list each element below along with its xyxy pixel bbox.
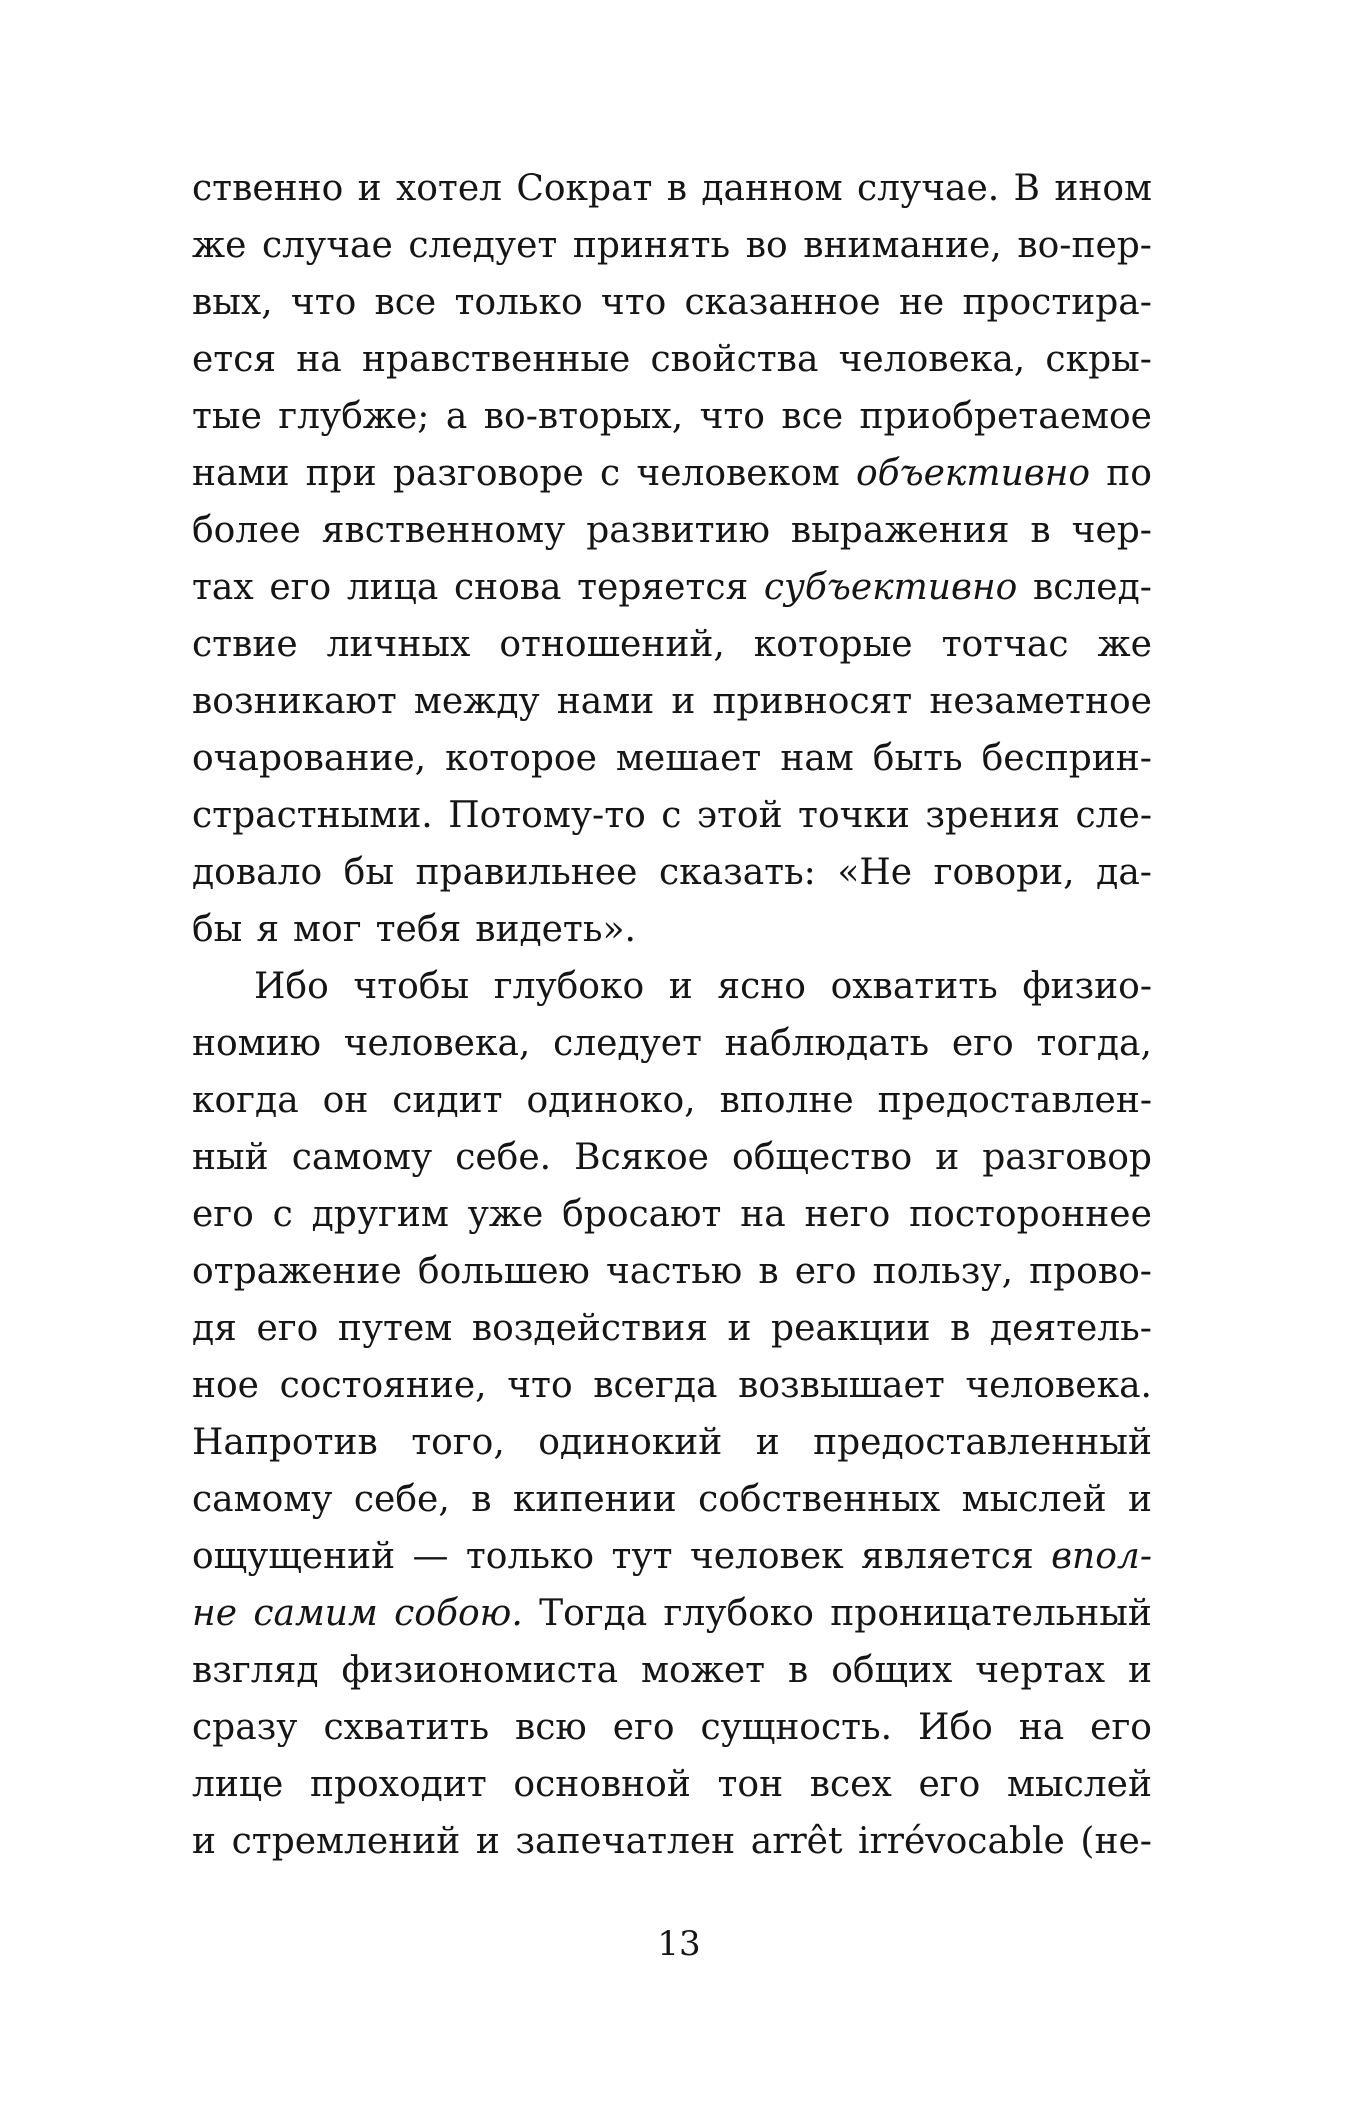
word: постороннее [909,1194,1152,1235]
word: физиономиста [341,1650,619,1691]
word: его [612,1707,675,1748]
word: предоставленный [813,1422,1152,1463]
word: отражение [192,1251,402,1292]
word: сле- [1075,795,1152,836]
text-line [192,673,1152,730]
text-line [192,217,1152,274]
word: вполне [719,1080,854,1121]
text-line [192,1072,1152,1129]
word: не [898,282,945,323]
word: вых, [192,282,273,323]
word: бы [192,909,243,950]
word: прово- [1029,1251,1152,1292]
word: во [745,225,788,266]
page-number: 13 [657,1924,701,1964]
word: возникают [192,681,397,722]
word: быть [872,738,963,779]
word: внимание, [803,225,1002,266]
word: привносят [712,681,913,722]
word: случае. [857,168,1000,209]
word: частью [605,1251,743,1292]
word: тебя [375,909,462,950]
word: ственно [192,168,344,209]
word: что [699,396,765,437]
word: в [758,1251,779,1292]
word: он [322,1080,369,1121]
word: я [256,909,280,950]
emphasized-word: объективно [855,453,1091,494]
word: когда [192,1080,299,1121]
word: нам [780,738,854,779]
word: на [740,1194,786,1235]
text-line [192,1300,1152,1357]
word: реакции [771,1308,931,1349]
word: бесприн- [981,738,1152,779]
word: сидит [392,1080,503,1121]
word: снова [453,567,562,608]
text-line [192,1813,1152,1870]
word: только [454,282,583,323]
word: Тогда [539,1593,648,1634]
text-line [192,1471,1152,1528]
word: Сократ [516,168,653,209]
word: глубоко [663,1593,814,1634]
word: лица [346,567,439,608]
word: всех [809,1764,892,1805]
word: по [1106,453,1152,494]
word: с [661,795,682,836]
word: говори, [933,852,1075,893]
word: личных [326,624,471,665]
word: же [192,225,247,266]
word: В [1013,168,1041,209]
word: себе, [353,1479,450,1520]
word: наблюдать [724,1023,930,1064]
text-line [192,1414,1152,1471]
word: сущность. [700,1707,893,1748]
word: же [1097,624,1152,665]
word: ется [192,339,277,380]
word: пользу, [872,1251,1014,1292]
word: глубже; [278,396,430,437]
text-line [192,1585,1152,1642]
word: сказать: [658,852,816,893]
word: скры- [1045,339,1152,380]
word: следует [408,225,558,266]
word: в [1030,510,1051,551]
word: взгляд [192,1650,319,1691]
word: ощущений [192,1536,396,1577]
word: простира- [962,282,1152,323]
word: физио- [1022,966,1152,1007]
word: что [290,282,357,323]
word: человеком [636,453,840,494]
word: принять [572,225,731,266]
word: разговор [982,1137,1152,1178]
word: большею [417,1251,590,1292]
text-line [192,445,1152,502]
word: в [666,168,688,209]
text-line [192,1243,1152,1300]
body-text [192,160,1152,1870]
word: arrêt [750,1821,843,1862]
word: его [192,1194,254,1235]
word: только [465,1536,595,1577]
word: и [668,966,693,1007]
word: общих [831,1650,953,1691]
text-line [192,1186,1152,1243]
text-line [192,1642,1152,1699]
word: является [861,1536,1034,1577]
text-line [192,901,1152,958]
word: нами [192,453,290,494]
word: бросают [562,1194,722,1235]
word: при [305,453,377,494]
word: и [475,1821,500,1862]
word: вслед- [1032,567,1152,608]
text-line [192,274,1152,331]
word: состояние, [279,1365,487,1406]
word: ное [192,1365,259,1406]
word: чертах [975,1650,1106,1691]
word: может [641,1650,766,1691]
word: видеть». [475,909,636,950]
word: деятель- [989,1308,1152,1349]
word: мог [293,909,362,950]
word: самому [291,1137,433,1178]
word: него [804,1194,891,1235]
text-line [192,559,1152,616]
word: мыслей [961,1479,1107,1520]
emphasized-word: самим [253,1593,378,1634]
word: его [794,1251,857,1292]
word: во-пер- [1017,225,1152,266]
word: его [1090,1707,1152,1748]
word: одинокий [538,1422,723,1463]
word: а [445,396,468,437]
word: номию [192,1023,322,1064]
word: которые [753,624,913,665]
word: тотчас [941,624,1069,665]
text-line [192,160,1152,217]
word: — [412,1536,449,1577]
word: в [787,1650,809,1691]
word: нравственные [361,339,631,380]
word: все [374,282,437,323]
word: глубоко [493,966,645,1007]
word: на [296,339,342,380]
word: Ибо [254,966,329,1007]
word: основной [513,1764,691,1805]
word: что [600,282,667,323]
word: тые [192,396,262,437]
word: запечатлен [515,1821,736,1862]
emphasized-word: субъективно [763,567,1018,608]
word: и [935,1137,960,1178]
word: Напротив [192,1422,378,1463]
text-line [192,1357,1152,1414]
word: ином [1054,168,1152,209]
word: общество [732,1137,913,1178]
word: всегда [593,1365,718,1406]
word: точки [798,795,910,836]
word: стремлений [231,1821,461,1862]
emphasized-word: собою. [394,1593,523,1634]
word: человека. [965,1365,1152,1406]
word: человека, [343,1023,531,1064]
text-line [192,502,1152,559]
word: схватить [323,1707,490,1748]
word: человек [689,1536,844,1577]
word: в [950,1308,971,1349]
text-line [192,1129,1152,1186]
word: самому [192,1479,333,1520]
word: лице [192,1764,284,1805]
word: всю [515,1707,587,1748]
word: разговоре [392,453,584,494]
word: того, [411,1422,505,1463]
word: между [413,681,540,722]
emphasized-word: впол- [1051,1536,1152,1577]
word: (не- [1080,1821,1152,1862]
word: проницательный [830,1593,1152,1634]
word: ный [192,1137,269,1178]
word: предоставлен- [877,1080,1152,1121]
word: воздействия [471,1308,708,1349]
word: в [471,1479,492,1520]
word: случае [262,225,393,266]
word: тут [611,1536,673,1577]
word: его [951,1023,1014,1064]
word: и [755,1422,780,1463]
word: да- [1096,852,1152,893]
word: другим [311,1194,449,1235]
word: очарование, [192,738,427,779]
paragraph [192,958,1152,1870]
word: с [272,1194,293,1235]
text-line [192,331,1152,388]
word: и [1127,1479,1152,1520]
word: возвышает [738,1365,945,1406]
word: во-вторых, [483,396,684,437]
text-line [192,844,1152,901]
text-line [192,787,1152,844]
word: уже [467,1194,544,1235]
text-line [192,1015,1152,1072]
word: чер- [1071,510,1152,551]
text-line [192,1756,1152,1813]
text-line [192,958,1152,1015]
word: на [1018,1707,1065,1748]
word: проходит [309,1764,487,1805]
word: следует [553,1023,702,1064]
word: все [781,396,844,437]
word: и [1128,1650,1152,1691]
text-line [192,1699,1152,1756]
word: нами [556,681,655,722]
word: развитию [586,510,770,551]
word: более [192,510,301,551]
word: тах [192,567,254,608]
word: дя [192,1308,237,1349]
word: теряется [577,567,749,608]
word: свойства [650,339,819,380]
word: и [727,1308,752,1349]
word: путем [337,1308,453,1349]
emphasized-word: не [192,1593,238,1634]
word: Потому-то [448,795,646,836]
word: одиноко, [526,1080,696,1121]
word: мешает [615,738,762,779]
word: его [256,1308,319,1349]
word: отношений, [499,624,725,665]
word: себе. [455,1137,552,1178]
text-line [192,1528,1152,1585]
word: которое [445,738,597,779]
word: irrévocable [858,1821,1065,1862]
word: человека, [838,339,1026,380]
word: и [671,681,696,722]
text-line [192,730,1152,787]
word: этой [696,795,783,836]
word: его [918,1764,981,1805]
word: выражения [790,510,1010,551]
word: «Не [837,852,913,893]
word: довало [192,852,323,893]
word: мыслей [1006,1764,1152,1805]
word: его [269,567,332,608]
word: страстными. [192,795,433,836]
word: тогда, [1036,1023,1152,1064]
word: тон [717,1764,784,1805]
word: Всякое [574,1137,709,1178]
text-line [192,388,1152,445]
word: собственных [698,1479,941,1520]
word: зрения [925,795,1061,836]
word: сразу [192,1707,298,1748]
word: правильнее [415,852,638,893]
word: и [357,168,382,209]
word: незаметное [929,681,1152,722]
word: ясно [717,966,806,1007]
word: ствие [192,624,298,665]
word: хотел [395,168,503,209]
word: Ибо [918,1707,993,1748]
word: бы [343,852,394,893]
word: приобретаемое [859,396,1152,437]
word: сказанное [684,282,881,323]
text-line [192,616,1152,673]
word: с [600,453,621,494]
word: данном [701,168,843,209]
word: чтобы [353,966,470,1007]
word: и [192,1821,216,1862]
word: кипении [512,1479,677,1520]
paragraph [192,160,1152,958]
word: явственному [321,510,566,551]
word: что [507,1365,573,1406]
word: охватить [830,966,998,1007]
